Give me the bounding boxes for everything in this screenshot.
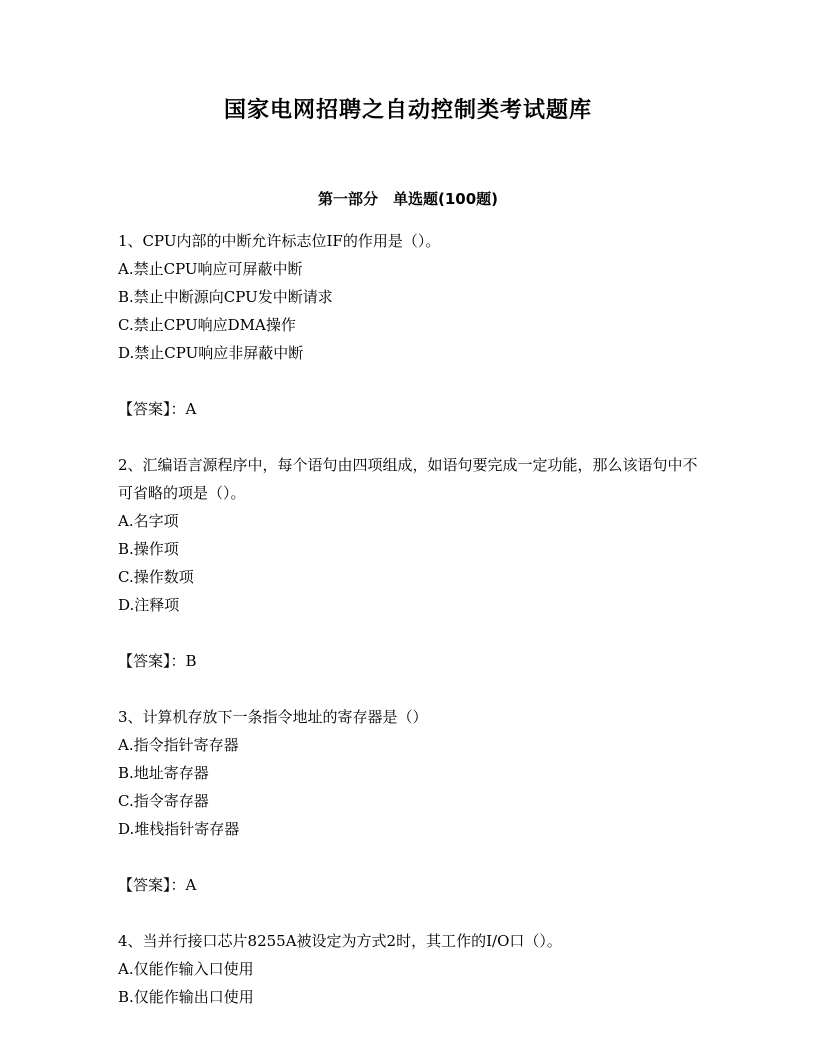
option-a: A.指令指针寄存器 <box>118 736 239 754</box>
question-3 <box>118 703 698 899</box>
answer-label: 【答案】： <box>118 652 186 670</box>
option-d: D.禁止CPU响应非屏蔽中断 <box>118 344 304 362</box>
option-c: C.指令寄存器 <box>118 792 209 810</box>
option-b: B.地址寄存器 <box>118 764 209 782</box>
question-1 <box>118 227 698 423</box>
option-b: B.禁止中断源向CPU发中断请求 <box>118 288 333 306</box>
option-b: B.操作项 <box>118 540 179 558</box>
question-list <box>118 227 698 1011</box>
option-c: C.操作数项 <box>118 568 194 586</box>
question-2 <box>118 451 698 675</box>
option-c: C.禁止CPU响应DMA操作 <box>118 316 296 334</box>
question-stem: 3、计算机存放下一条指令地址的寄存器是（） <box>118 708 428 726</box>
option-b: B.仅能作输出口使用 <box>118 988 254 1006</box>
question-stem: 4、当并行接口芯片8255A被设定为方式2时，其工作的I/O口（）。 <box>118 932 562 950</box>
answer-label: 【答案】： <box>118 400 186 418</box>
answer-value: B <box>185 652 197 670</box>
document-title: 国家电网招聘之自动控制类考试题库 <box>223 98 592 123</box>
answer-value: A <box>185 400 197 418</box>
option-d: D.注释项 <box>118 596 180 614</box>
answer-line <box>118 647 698 675</box>
question-stem: 1、CPU内部的中断允许标志位IF的作用是（）。 <box>118 232 441 250</box>
question-4 <box>118 927 698 1011</box>
answer-label: 【答案】： <box>118 876 186 894</box>
answer-line <box>118 871 698 899</box>
answer-value: A <box>185 876 197 894</box>
option-a: A.名字项 <box>118 512 179 530</box>
option-d: D.堆栈指针寄存器 <box>118 820 240 838</box>
section-title: 第一部分 单选题(100题) <box>317 190 499 208</box>
option-a: A.禁止CPU响应可屏蔽中断 <box>118 260 303 278</box>
answer-line <box>118 395 698 423</box>
option-a: A.仅能作输入口使用 <box>118 960 254 978</box>
question-stem: 2、汇编语言源程序中，每个语句由四项组成，如语句要完成一定功能，那么该语句中不可省略的项是（）。 <box>118 456 698 502</box>
